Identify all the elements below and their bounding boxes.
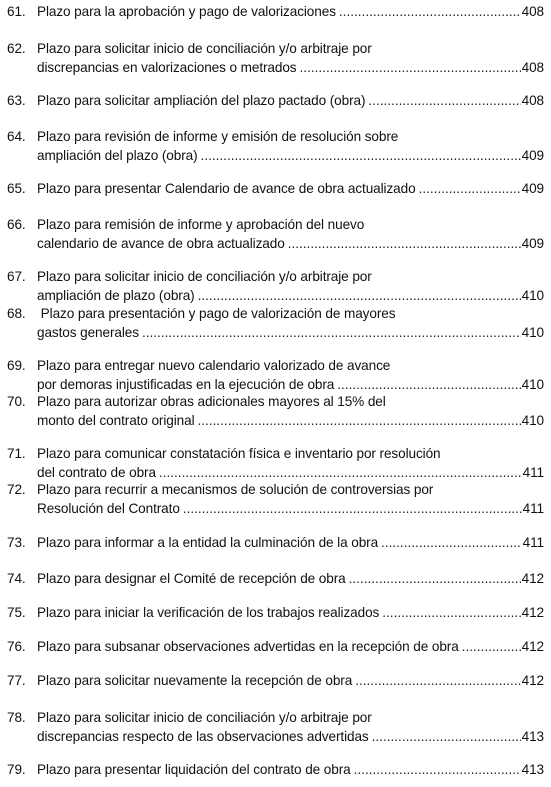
toc-entry-body <box>37 445 544 482</box>
toc-entry-number: 64. <box>7 129 26 144</box>
toc-entry-body <box>37 180 544 199</box>
toc-entry-number: 62. <box>7 41 26 56</box>
toc-entry-page-number: 412 <box>521 605 544 620</box>
dot-leader <box>183 500 522 519</box>
toc-entry-page-number: 408 <box>521 4 544 19</box>
toc-entry-number: 71. <box>7 446 26 461</box>
toc-entry-page-number: 409 <box>521 181 544 196</box>
toc-entry-title: del contrato de obra <box>37 464 156 480</box>
toc-entry <box>0 393 551 430</box>
toc-entry-page-number: 410 <box>521 412 544 428</box>
toc-entry-title: por demoras injustificadas en la ejecución de obra <box>37 376 335 392</box>
toc-entry <box>0 357 551 394</box>
toc-entry <box>0 40 551 77</box>
toc-entry <box>0 216 551 253</box>
dot-leader <box>198 412 521 431</box>
toc-entry-title: Plazo para solicitar inicio de conciliación y/o arbitraje por <box>37 41 372 56</box>
toc-entry-body <box>37 357 544 394</box>
toc-entry-line <box>37 412 544 431</box>
toc-entry-line <box>37 40 544 59</box>
toc-entry-line <box>37 287 544 306</box>
dot-leader <box>142 324 521 343</box>
toc-entry-page-number: 408 <box>521 93 544 108</box>
toc-entry-title: Plazo para presentación y pago de valorización de mayores <box>37 306 396 321</box>
toc-entry <box>0 180 551 199</box>
toc-entry-title: Plazo para remisión de informe y aprobación del nuevo <box>37 217 365 232</box>
toc-entry-number: 70. <box>7 394 26 409</box>
toc-entry-number: 73. <box>7 535 26 550</box>
dot-leader <box>337 376 520 395</box>
dot-leader <box>372 728 521 747</box>
toc-entry-number: 75. <box>7 605 26 620</box>
toc-entry-line <box>37 464 544 483</box>
toc-entry-line <box>37 445 544 464</box>
toc-entry-number: 69. <box>7 358 26 373</box>
toc-entry-line <box>37 216 544 235</box>
toc-entry-line <box>37 324 544 343</box>
toc-entry-line <box>37 305 544 324</box>
toc-entry-number: 77. <box>7 673 26 688</box>
toc-entry <box>0 445 551 482</box>
dot-leader <box>339 3 521 22</box>
toc-entry-line <box>37 570 544 589</box>
toc-entry-body <box>37 3 544 22</box>
toc-entry <box>0 672 551 691</box>
toc-entry-line <box>37 761 544 780</box>
toc-entry-page-number: 413 <box>521 728 544 744</box>
toc-entry-body <box>37 709 544 746</box>
toc-entry-body <box>37 128 544 165</box>
toc-entry-line <box>37 604 544 623</box>
toc-entry <box>0 92 551 111</box>
toc-entry-body <box>37 216 544 253</box>
toc-entry <box>0 604 551 623</box>
toc-entry-title: Plazo para solicitar ampliación del plazo pactado (obra) <box>37 93 366 108</box>
toc-entry-body <box>37 393 544 430</box>
toc-entry-number: 68. <box>7 306 26 321</box>
toc-entry-title: discrepancias respecto de las observaciones advertidas <box>37 728 369 744</box>
toc-entry-page-number: 411 <box>522 535 544 550</box>
toc-entry-body <box>37 92 544 111</box>
toc-entry-number: 63. <box>7 93 26 108</box>
dot-leader <box>354 761 521 780</box>
toc-entry-line <box>37 709 544 728</box>
toc-entry-number: 72. <box>7 482 26 497</box>
toc-entry-page-number: 411 <box>522 500 544 516</box>
toc-entry-body <box>37 40 544 77</box>
dot-leader <box>159 464 522 483</box>
dot-leader <box>300 59 521 78</box>
toc-entry-page-number: 412 <box>521 673 544 688</box>
toc-entry-title: Plazo para designar el Comité de recepción de obra <box>37 571 346 586</box>
toc-entry-line <box>37 128 544 147</box>
toc-entry-page-number: 409 <box>521 147 544 163</box>
toc-entry <box>0 534 551 553</box>
toc-entry-line <box>37 500 544 519</box>
dot-leader <box>201 147 521 166</box>
toc-entry-title: Plazo para informar a la entidad la culminación de la obra <box>37 535 379 550</box>
toc-entry-line <box>37 393 544 412</box>
toc-entry-title: ampliación de plazo (obra) <box>37 287 195 303</box>
toc-entry-title: Plazo para presentar liquidación del contrato de obra <box>37 762 351 777</box>
dot-leader <box>419 180 521 199</box>
toc-entry-page-number: 412 <box>521 639 544 654</box>
toc-entry-title: Plazo para iniciar la verificación de los trabajos realizados <box>37 605 380 620</box>
toc-entry-page-number: 413 <box>521 762 544 777</box>
toc-entry-body <box>37 534 544 553</box>
toc-entry <box>0 268 551 305</box>
toc-entry-number: 74. <box>7 571 26 586</box>
toc-entry-line <box>37 481 544 500</box>
toc-entry-line <box>37 180 544 199</box>
toc-entry-body <box>37 305 544 342</box>
toc-entry <box>0 305 551 342</box>
toc-entry-body <box>37 481 544 518</box>
toc-entry-line <box>37 638 544 657</box>
toc-entry-line <box>37 672 544 691</box>
toc-entry-page-number: 410 <box>521 376 544 392</box>
toc-entry-title: Plazo para solicitar nuevamente la recepción de obra <box>37 673 353 688</box>
dot-leader <box>198 287 521 306</box>
toc-entry-line <box>37 59 544 78</box>
toc-entry-line <box>37 534 544 553</box>
toc-entry-page-number: 411 <box>522 464 544 480</box>
toc-entry-body <box>37 570 544 589</box>
toc-entry-page-number: 408 <box>521 59 544 75</box>
toc-entry <box>0 570 551 589</box>
toc-entry-title: Plazo para presentar Calendario de avance de obra actualizado <box>37 181 416 196</box>
toc-entry-number: 66. <box>7 217 26 232</box>
toc-entry-title: Plazo para entregar nuevo calendario valorizado de avance <box>37 358 391 373</box>
toc-entry <box>0 481 551 518</box>
toc-entry-title: Plazo para solicitar inicio de conciliación y/o arbitraje por <box>37 269 372 284</box>
toc-entry-title: Plazo para subsanar observaciones advertidas en la recepción de obra <box>37 639 459 654</box>
toc-entry-title: Plazo para recurrir a mecanismos de solución de controversias por <box>37 482 434 497</box>
toc-entry <box>0 761 551 780</box>
toc-entry-body <box>37 638 544 657</box>
toc-entry-title: Plazo para comunicar constatación física e inventario por resolución <box>37 446 441 461</box>
toc-entry <box>0 709 551 746</box>
toc-entry-title: Resolución del Contrato <box>37 500 180 516</box>
toc-entry-line <box>37 235 544 254</box>
dot-leader <box>381 534 522 553</box>
dot-leader <box>349 570 521 589</box>
toc-entry-number: 78. <box>7 710 26 725</box>
toc-entry-line <box>37 92 544 111</box>
toc-entry <box>0 3 551 22</box>
toc-entry-title: monto del contrato original <box>37 412 195 428</box>
dot-leader <box>368 92 520 111</box>
toc-entry-title: ampliación del plazo (obra) <box>37 147 198 163</box>
toc-entry-title: Plazo para autorizar obras adicionales mayores al 15% del <box>37 394 386 409</box>
toc-entry-title: discrepancias en valorizaciones o metrados <box>37 59 297 75</box>
toc-entry-line <box>37 147 544 166</box>
toc-entry-number: 65. <box>7 181 26 196</box>
toc-entry-title: Plazo para revisión de informe y emisión de resolución sobre <box>37 129 399 144</box>
toc-entry-page-number: 410 <box>521 324 544 340</box>
toc-entry-page-number: 410 <box>521 287 544 303</box>
toc-entry-number: 67. <box>7 269 26 284</box>
toc-entry-body <box>37 672 544 691</box>
toc-entry-title: calendario de avance de obra actualizado <box>37 235 285 251</box>
dot-leader <box>355 672 520 691</box>
toc-entry-line <box>37 268 544 287</box>
toc-entry-line <box>37 728 544 747</box>
toc-entry-number: 76. <box>7 639 26 654</box>
toc-entry-body <box>37 268 544 305</box>
toc-entry-title: gastos generales <box>37 324 139 340</box>
toc-entry-number: 61. <box>7 4 26 19</box>
toc-entry <box>0 128 551 165</box>
toc-entry-line <box>37 376 544 395</box>
toc-entry-line <box>37 3 544 22</box>
toc-entry-page-number: 412 <box>521 571 544 586</box>
toc-entry-page-number: 409 <box>521 235 544 251</box>
toc-entry-number: 79. <box>7 762 26 777</box>
toc-entry-body <box>37 604 544 623</box>
toc-entry-line <box>37 357 544 376</box>
toc-entry-body <box>37 761 544 780</box>
dot-leader <box>288 235 521 254</box>
dot-leader <box>382 604 520 623</box>
toc-entry <box>0 638 551 657</box>
toc-entry-title: Plazo para solicitar inicio de conciliación y/o arbitraje por <box>37 710 372 725</box>
dot-leader <box>462 638 521 657</box>
toc-entry-title: Plazo para la aprobación y pago de valorizaciones <box>37 4 336 19</box>
